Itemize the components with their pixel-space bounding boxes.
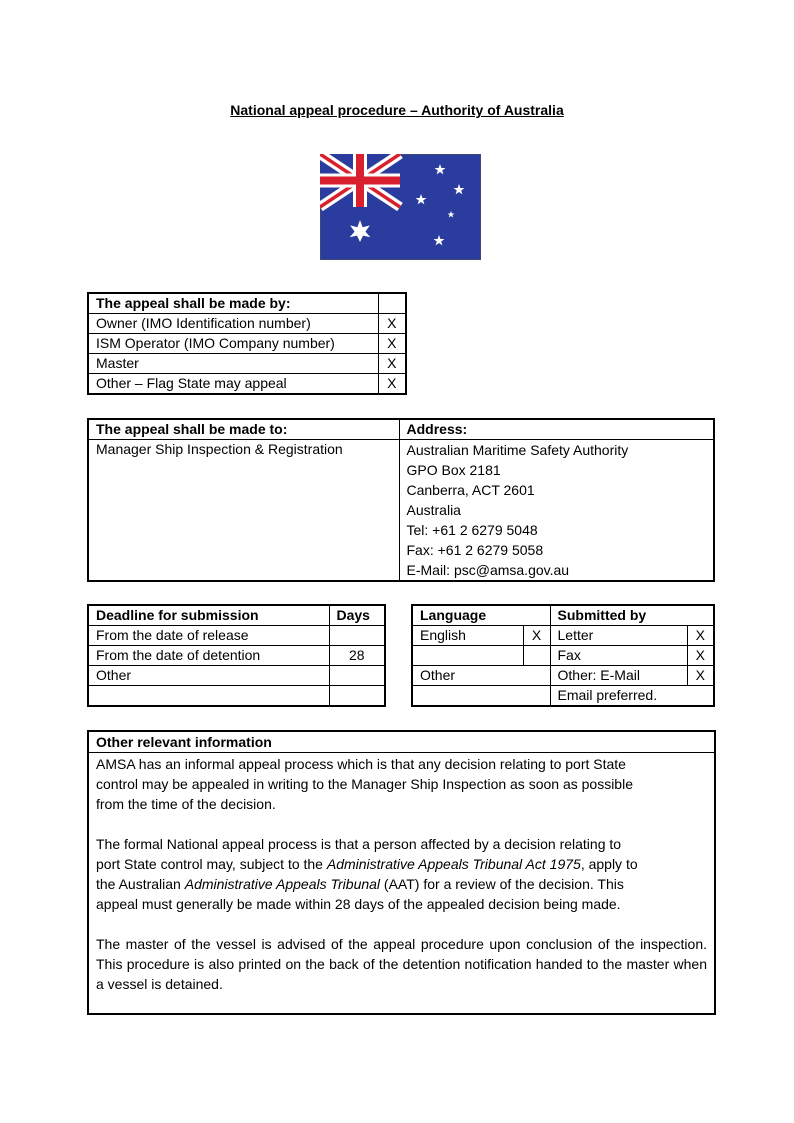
submit-fax-mark: X [687, 646, 714, 666]
submit-letter-mark: X [687, 626, 714, 646]
table-row [88, 334, 406, 354]
deadline-table [87, 604, 386, 707]
deadline-label: From the date of release [88, 626, 329, 646]
address-block [399, 440, 714, 582]
page-title: National appeal procedure – Authority of Australia [230, 102, 564, 118]
australian-flag-icon [320, 154, 481, 260]
deadline-days [329, 626, 385, 646]
info-paragraph: The formal National appeal process is that a person affected by a decision relating to port State control may, subject to the Administrative Appeals Tribunal Act 1975, apply to the Australian Administrative Appeals Tribunal (AAT) for a review of the decision. This appeal must generally be made within 28 days of the appealed decision being made. [96, 836, 638, 912]
made-to-table [87, 418, 715, 582]
language-table [411, 604, 715, 707]
submitted-header: Submitted by [550, 605, 714, 626]
language-header: Language [412, 605, 550, 626]
recipient: Manager Ship Inspection & Registration [88, 440, 399, 582]
made-by-label: Master [88, 354, 378, 374]
made-by-mark: X [378, 314, 406, 334]
table-row [412, 646, 714, 666]
email-preferred: Email preferred. [550, 686, 714, 707]
deadline-days [329, 666, 385, 686]
made-by-header: The appeal shall be made by: [88, 293, 378, 314]
email-link: E-Mail: psc@amsa.gov.au [406, 562, 570, 578]
deadline-label: Other [88, 666, 329, 686]
made-by-table [87, 292, 407, 395]
table-row [88, 314, 406, 334]
table-row [412, 686, 714, 707]
address-line: Canberra, ACT 2601 [406, 482, 535, 498]
days-header: Days [329, 605, 385, 626]
table-row [88, 374, 406, 395]
table-row [412, 666, 714, 686]
info-box [87, 730, 716, 1015]
table-row [88, 354, 406, 374]
submit-other-email-mark: X [687, 666, 714, 686]
made-by-mark: X [378, 334, 406, 354]
made-by-label: Owner (IMO Identification number) [88, 314, 378, 334]
table-row [412, 626, 714, 646]
made-by-mark: X [378, 354, 406, 374]
union-jack-icon [320, 154, 400, 207]
submit-fax: Fax [550, 646, 687, 666]
table-row [88, 666, 385, 686]
info-paragraph: AMSA has an informal appeal process which is that any decision relating to port State control may be appealed in writing to the Manager Ship Inspection as soon as possible from the time of the decision. [96, 756, 633, 812]
language-english-mark: X [523, 626, 550, 646]
info-header: Other relevant information [89, 732, 714, 753]
info-body [89, 753, 714, 994]
deadline-header: Deadline for submission [88, 605, 329, 626]
address-header: Address: [399, 419, 714, 440]
made-by-label: Other – Flag State may appeal [88, 374, 378, 395]
address-line: Tel: +61 2 6279 5048 [406, 522, 538, 538]
address-line: Fax: +61 2 6279 5058 [406, 542, 544, 558]
language-english: English [412, 626, 523, 646]
deadline-days: 28 [329, 646, 385, 666]
table-row [88, 646, 385, 666]
submit-other-email: Other: E-Mail [550, 666, 687, 686]
made-by-label: ISM Operator (IMO Company number) [88, 334, 378, 354]
table-row [88, 686, 385, 707]
made-by-mark: X [378, 374, 406, 395]
language-other: Other [412, 666, 550, 686]
deadline-label: From the date of detention [88, 646, 329, 666]
table-row [88, 626, 385, 646]
made-to-header: The appeal shall be made to: [88, 419, 399, 440]
submit-letter: Letter [550, 626, 687, 646]
address-line: Australian Maritime Safety Authority [406, 442, 629, 458]
info-paragraph: The master of the vessel is advised of the appeal procedure upon conclusion of the inspection. This procedure is also printed on the back of the detention notification handed to the master when a vessel is detained. [96, 936, 707, 992]
address-line: Australia [406, 502, 461, 518]
address-line: GPO Box 2181 [406, 462, 501, 478]
